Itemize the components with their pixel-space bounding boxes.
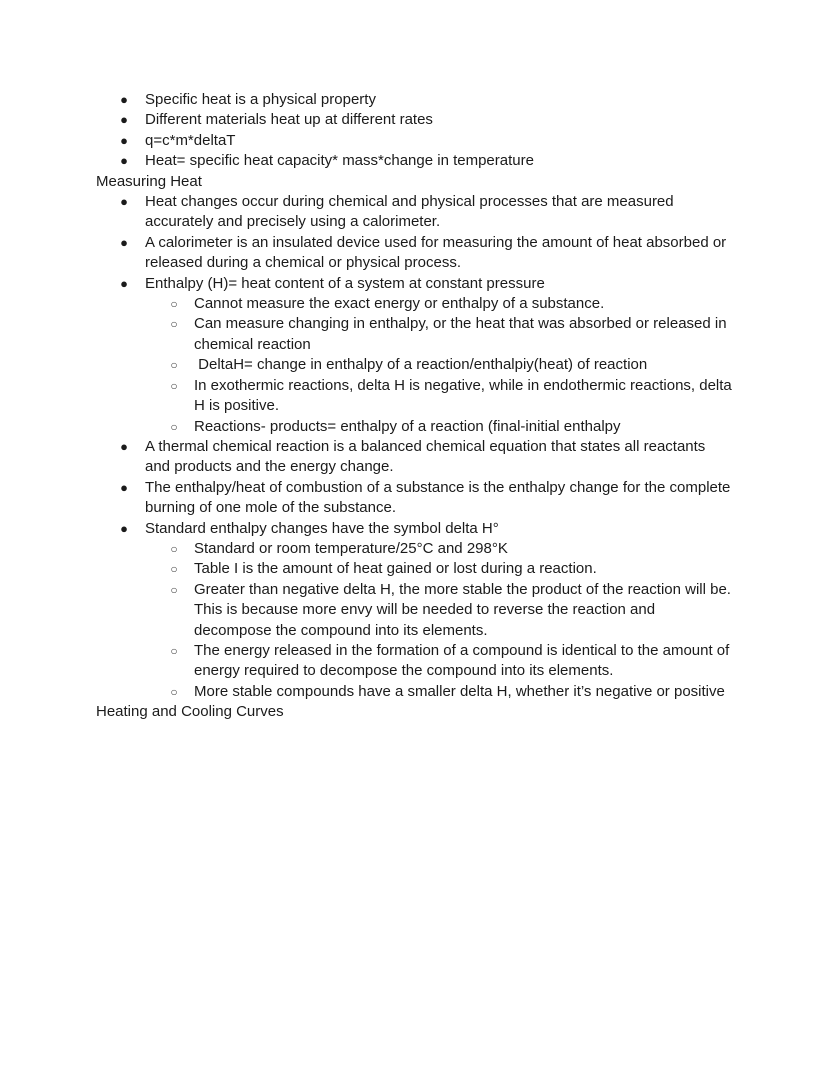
disc-bullet-icon bbox=[118, 110, 130, 130]
list-item bbox=[96, 274, 732, 294]
disc-bullet-icon bbox=[118, 90, 130, 110]
circle-bullet-icon bbox=[168, 641, 180, 661]
list-item bbox=[96, 478, 735, 519]
disc-bullet-icon bbox=[118, 233, 130, 253]
disc-bullet-icon bbox=[118, 437, 130, 457]
list-item-text: A calorimeter is an insulated device used for measuring the amount of heat absorbed or released during a chemical or physical process. bbox=[145, 233, 731, 272]
bullet-list-level-2 bbox=[96, 539, 735, 702]
list-item-text: Cannot measure the exact energy or enthalpy of a substance. bbox=[194, 295, 605, 313]
list-item-text: Can measure changing in enthalpy, or the heat that was absorbed or released in chemical reaction bbox=[194, 315, 731, 353]
circle-bullet-icon bbox=[168, 314, 180, 334]
disc-bullet-icon bbox=[118, 478, 130, 498]
list-item bbox=[96, 519, 732, 539]
disc-bullet-icon bbox=[118, 519, 130, 539]
list-item-text: Enthalpy (H)= heat content of a system at constant pressure bbox=[145, 274, 545, 292]
list-item-text: Different materials heat up at different rates bbox=[145, 111, 433, 129]
list-item-text: The energy released in the formation of a compound is identical to the amount of energy required to decompose the compound into its elements. bbox=[194, 641, 734, 680]
list-item bbox=[96, 417, 732, 437]
list-item bbox=[96, 110, 732, 130]
list-item bbox=[96, 192, 732, 233]
list-item bbox=[96, 539, 732, 559]
list-item-text: Heat changes occur during chemical and physical processes that are measured accurately and precisely using a calorimeter. bbox=[145, 193, 678, 231]
list-item-text: Standard enthalpy changes have the symbol delta H° bbox=[145, 519, 499, 537]
list-item bbox=[96, 151, 732, 171]
list-item bbox=[96, 294, 732, 314]
list-item-text: Reactions- products= enthalpy of a reaction (final-initial enthalpy bbox=[194, 417, 621, 435]
list-item-text: More stable compounds have a smaller delta H, whether it’s negative or positive bbox=[194, 682, 725, 700]
disc-bullet-icon bbox=[118, 151, 130, 171]
disc-bullet-icon bbox=[118, 131, 130, 151]
list-item-text: Specific heat is a physical property bbox=[145, 91, 376, 108]
list-item bbox=[96, 90, 732, 110]
document-body bbox=[96, 90, 736, 723]
circle-bullet-icon bbox=[168, 539, 180, 559]
list-item bbox=[96, 641, 732, 682]
bullet-list-level-2 bbox=[96, 294, 736, 437]
list-item-text: q=c*m*deltaT bbox=[145, 131, 236, 149]
list-item bbox=[96, 355, 732, 375]
list-item bbox=[96, 314, 732, 355]
bullet-list-level-1 bbox=[96, 192, 732, 294]
list-item-text: Standard or room temperature/25°C and 298°K bbox=[194, 539, 508, 557]
list-item bbox=[96, 233, 732, 274]
circle-bullet-icon bbox=[168, 417, 180, 437]
bullet-list-level-1 bbox=[96, 437, 735, 539]
list-item bbox=[96, 376, 736, 417]
section-heading: Measuring Heat bbox=[96, 172, 202, 190]
list-item bbox=[96, 580, 735, 641]
circle-bullet-icon bbox=[168, 376, 180, 396]
list-item-text: Heat= specific heat capacity* mass*change in temperature bbox=[145, 152, 534, 170]
list-item-text: The enthalpy/heat of combustion of a substance is the enthalpy change for the complete burning of one mole of the substance. bbox=[145, 478, 735, 517]
disc-bullet-icon bbox=[118, 274, 130, 294]
circle-bullet-icon bbox=[168, 294, 180, 314]
circle-bullet-icon bbox=[168, 355, 180, 375]
list-item bbox=[96, 131, 732, 151]
circle-bullet-icon bbox=[168, 559, 180, 579]
section-heading: Heating and Cooling Curves bbox=[96, 703, 284, 721]
list-item-text: DeltaH= change in enthalpy of a reaction/enthalpiy(heat) of reaction bbox=[194, 356, 648, 374]
bullet-list-level-1 bbox=[96, 90, 732, 172]
list-item bbox=[96, 559, 732, 579]
list-item-text: Greater than negative delta H, the more stable the product of the reaction will be. This is because more envy will be needed to reverse the reaction and decompose the compound into its elements. bbox=[194, 580, 735, 639]
circle-bullet-icon bbox=[168, 580, 180, 600]
list-item-text: A thermal chemical reaction is a balanced chemical equation that states all reactants and products and the energy change. bbox=[145, 437, 710, 476]
circle-bullet-icon bbox=[168, 682, 180, 702]
list-item-text: Table I is the amount of heat gained or lost during a reaction. bbox=[194, 560, 597, 578]
list-item bbox=[96, 437, 732, 478]
list-item-text: In exothermic reactions, delta H is negative, while in endothermic reactions, delta H is positive. bbox=[194, 376, 736, 415]
disc-bullet-icon bbox=[118, 192, 130, 212]
list-item bbox=[96, 682, 732, 702]
